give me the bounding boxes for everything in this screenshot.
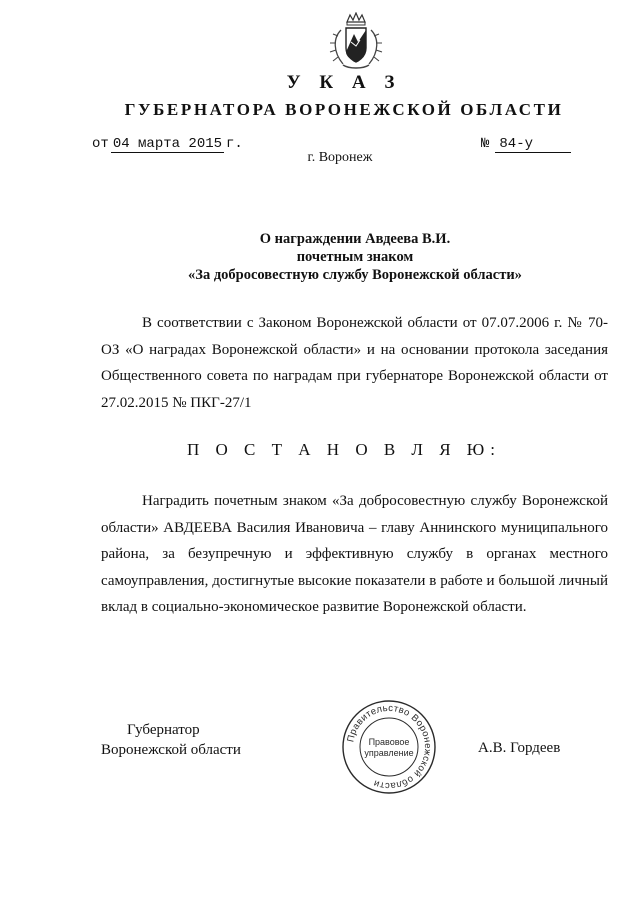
stamp-ring-text: Правительство Воронежской области: [345, 702, 434, 792]
legal-department-stamp: [340, 698, 438, 796]
decree-word: П О С Т А Н О В Л Я Ю:: [186, 440, 501, 459]
date-value: 04 марта 2015: [112, 136, 223, 152]
date-suffix: г.: [226, 136, 243, 152]
subject-line-2: почетным знаком: [296, 249, 414, 265]
resolution-paragraph: Наградить почетным знаком «За добросовестную службу Воронежской области» АВДЕЕВА Василия Ивановича – главу Аннинского муниципального района, за безупречную и эффективную службу в органах местного самоуправления, достигнутые высокие показатели в работе и большой личный вклад в социально-экономическое развитие Воронежской области.: [101, 493, 608, 615]
stamp-inner-line-1: Правовое: [368, 737, 410, 747]
signatory-title-line-2: Воронежской области: [101, 742, 241, 758]
city-name: г. Воронеж: [307, 150, 373, 165]
decree-subject: [0, 230, 640, 284]
decree-subtitle: ГУБЕРНАТОРА ВОРОНЕЖСКОЙ ОБЛАСТИ: [124, 100, 564, 119]
date-prefix: от: [92, 136, 109, 152]
svg-text:Правительство Воронежской обла: [345, 703, 433, 791]
stamp-inner-line-2: управление: [364, 748, 414, 758]
subject-line-3: «За добросовестную службу Воронежской области»: [188, 267, 522, 283]
number-value: 84-у: [495, 136, 571, 153]
number-prefix: №: [481, 136, 490, 152]
signatory-title-line-1: Губернатор: [127, 722, 200, 738]
subject-line-1: О награждении Авдеева В.И.: [259, 231, 451, 247]
signatory-name: А.В. Гордеев: [478, 740, 561, 756]
preamble-paragraph: В соответствии с Законом Воронежской области от 07.07.2006 г. № 70-ОЗ «О наградах Воронежской области» и на основании протокола заседания Общественного совета по наградам при губернаторе Воронежской области от 27.02.2015 № ПКГ-27/1: [101, 315, 608, 411]
coat-of-arms-icon: [327, 12, 385, 72]
signatory-title: [101, 720, 241, 760]
decree-title: У К А З: [286, 72, 402, 93]
